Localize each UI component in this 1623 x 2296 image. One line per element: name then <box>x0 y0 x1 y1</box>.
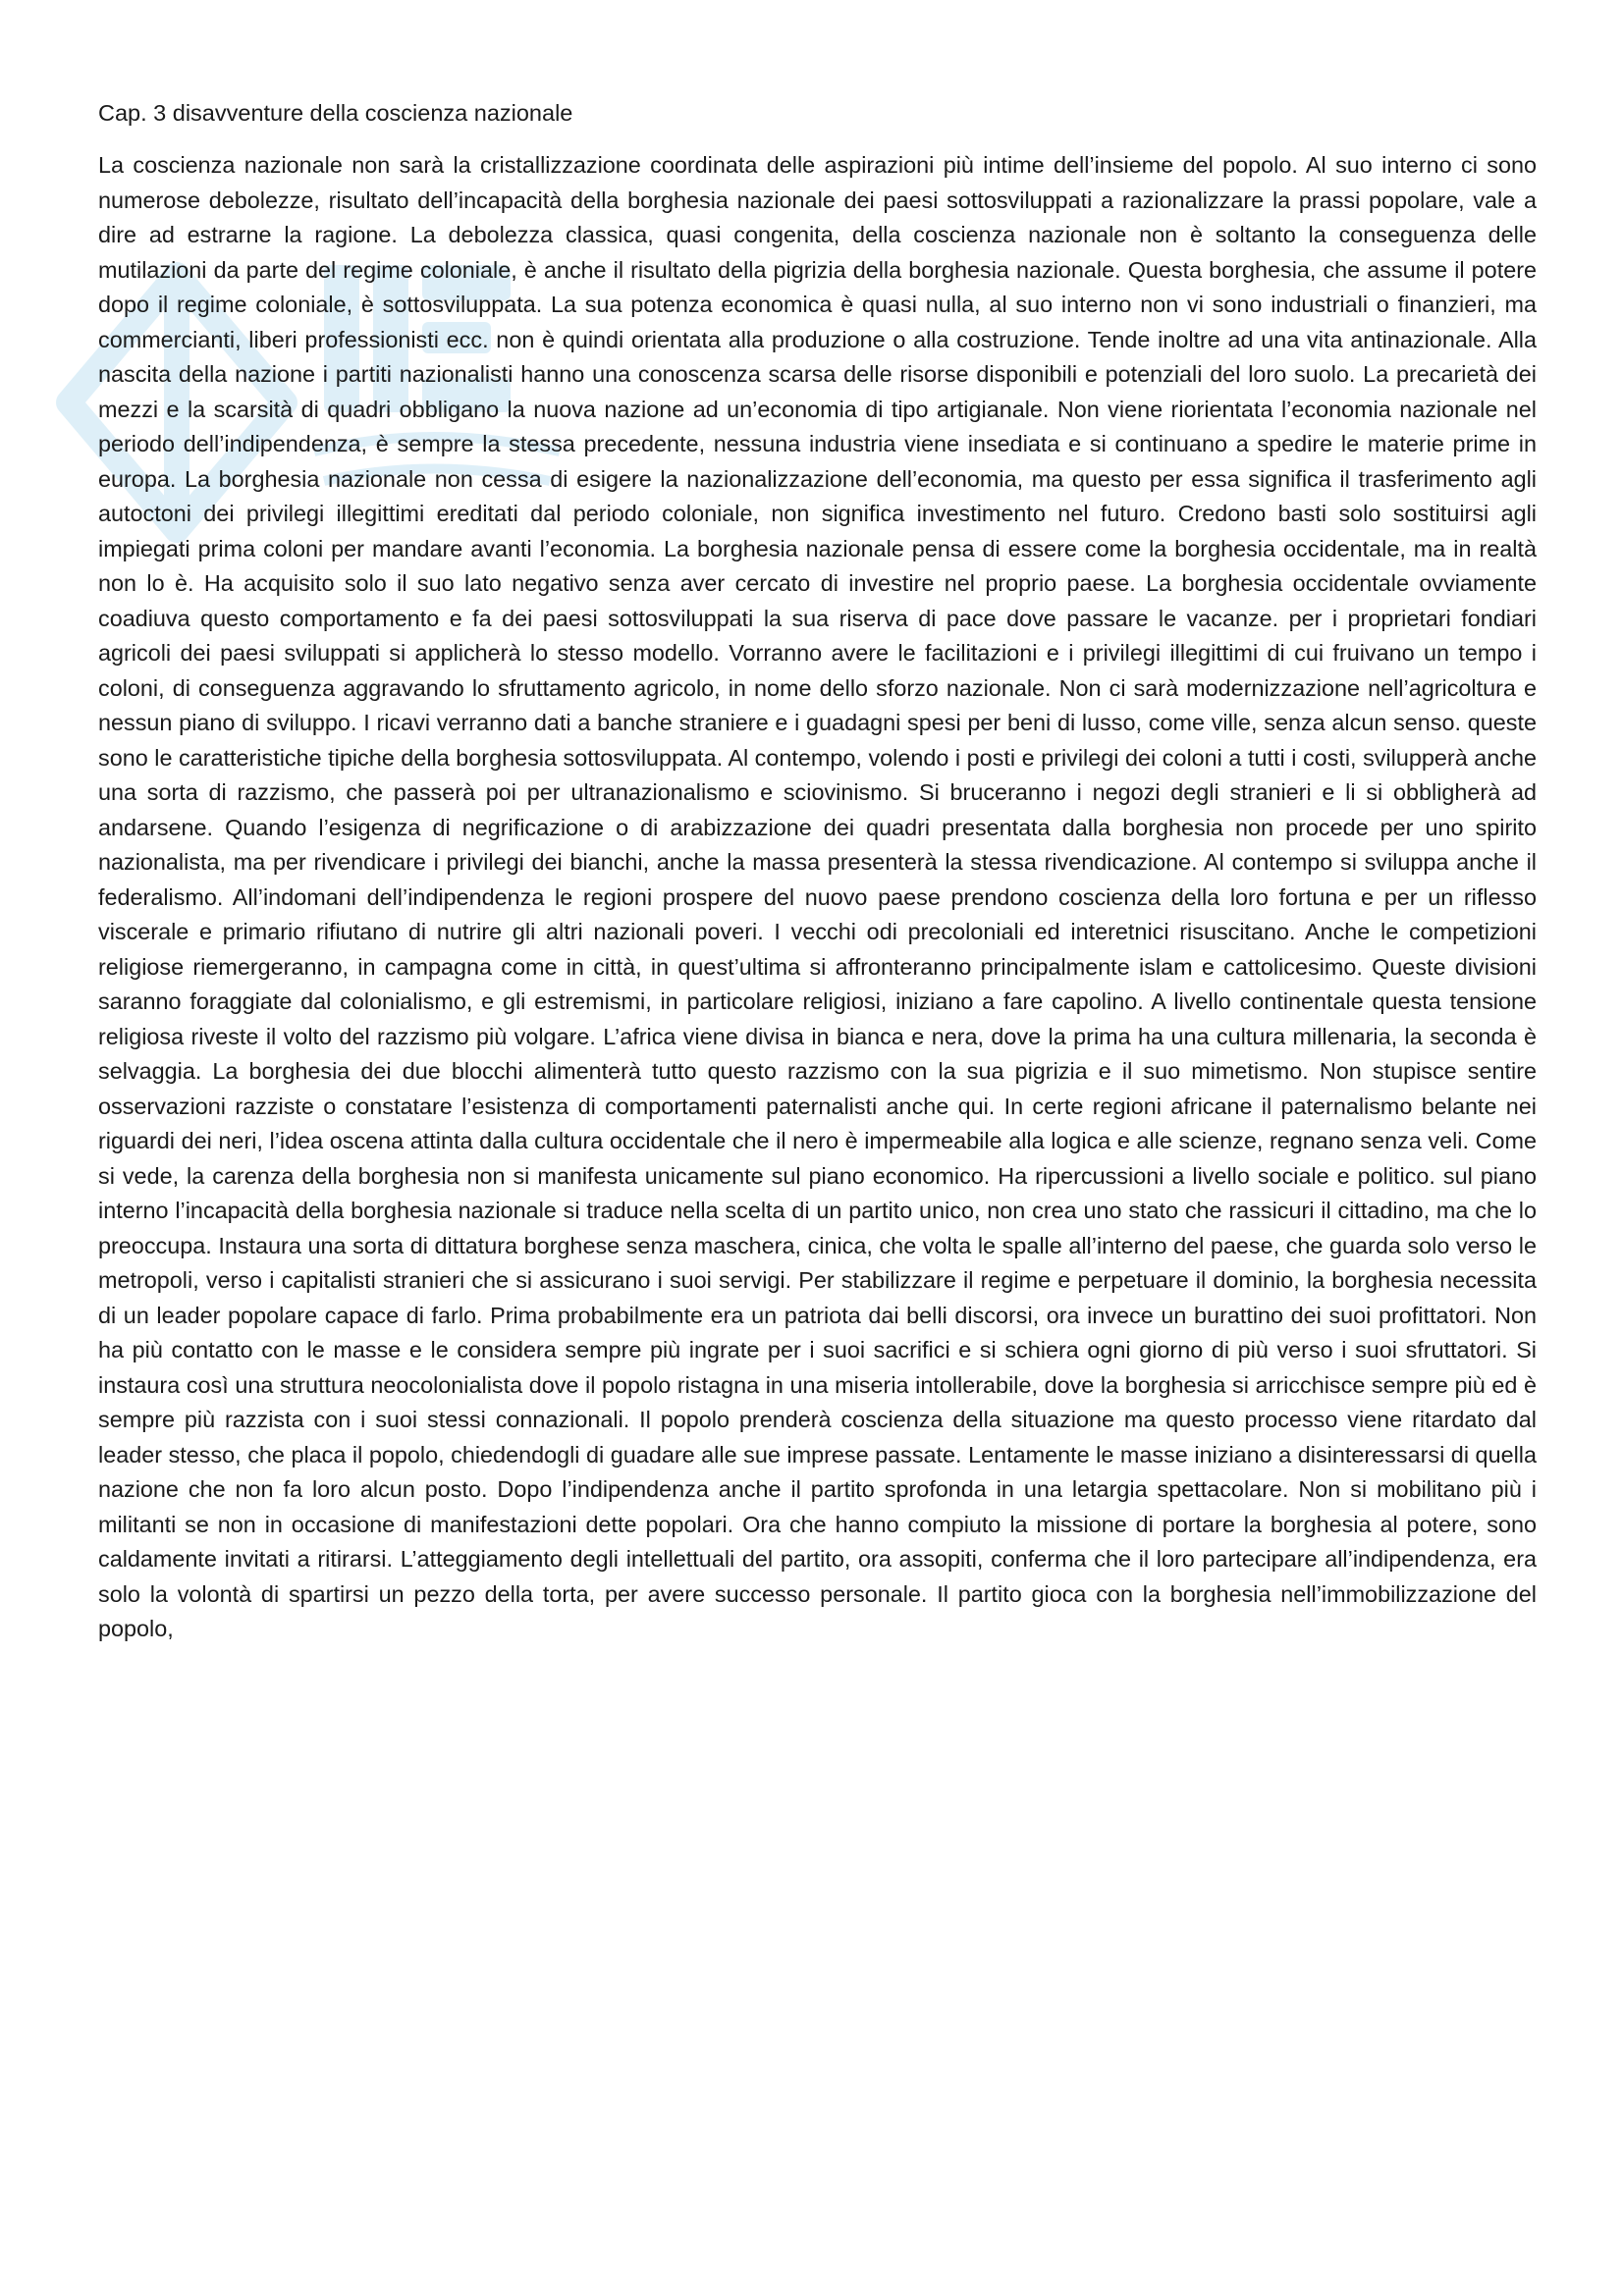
document-body-paragraph: La coscienza nazionale non sarà la cristallizzazione coordinata delle aspirazioni più intime dell’insieme del popolo. Al suo interno ci sono numerose debolezze, risultato dell’incapacità della borghesia nazionale dei paesi sottosviluppati a razionalizzare la prassi popolare, vale a dire ad estrarne la ragione. La debolezza classica, quasi congenita, della coscienza nazionale non è soltanto la conseguenza delle mutilazioni da parte del regime coloniale, è anche il risultato della pigrizia della borghesia nazionale. Questa borghesia, che assume il potere dopo il regime coloniale, è sottosviluppata. La sua potenza economica è quasi nulla, al suo interno non vi sono industriali o finanzieri, ma commercianti, liberi professionisti ecc. non è quindi orientata alla produzione o alla costruzione. Tende inoltre ad una vita antinazionale. Alla nascita della nazione i partiti nazionalisti hanno una conoscenza scarsa delle risorse disponibili e potenziali del loro suolo. La precarietà dei mezzi e la scarsità di quadri obbligano la nuova nazione ad un’economia di tipo artigianale. Non viene riorientata l’economia nazionale nel periodo dell’indipendenza, è sempre la stessa precedente, nessuna industria viene insediata e si continuano a spedire le materie prime in europa. La borghesia nazionale non cessa di esigere la nazionalizzazione dell’economia, ma questo per essa significa il trasferimento agli autoctoni dei privilegi illegittimi ereditati dal periodo coloniale, non significa investimento nel futuro. Credono basti solo sostituirsi agli impiegati prima coloni per mandare avanti l’economia. La borghesia nazionale pensa di essere come la borghesia occidentale, ma in realtà non lo è. Ha acquisito solo il suo lato negativo senza aver cercato di investire nel proprio paese. La borghesia occidentale ovviamente coadiuva questo comportamento e fa dei paesi sottosviluppati la sua riserva di pace dove passare le vacanze. per i proprietari fondiari agricoli dei paesi sviluppati si applicherà lo stesso modello. Vorranno avere le facilitazioni e i privilegi illegittimi di cui fruivano un tempo i coloni, di conseguenza aggravando lo sfruttamento agricolo, in nome dello sforzo nazionale. Non ci sarà modernizzazione nell’agricoltura e nessun piano di sviluppo. I ricavi verranno dati a banche straniere e i guadagni spesi per beni di lusso, come ville, senza alcun senso. queste sono le caratteristiche tipiche della borghesia sottosviluppata. Al contempo, volendo i posti e privilegi dei coloni a tutti i costi, svilupperà anche una sorta di razzismo, che passerà poi per ultranazionalismo e sciovinismo. Si bruceranno i negozi degli stranieri e li si obbligherà ad andarsene. Quando l’esigenza di negrificazione o di arabizzazione dei quadri presentata dalla borghesia non procede per uno spirito nazionalista, ma per rivendicare i privilegi dei bianchi, anche la massa presenterà la stessa rivendicazione. Al contempo si sviluppa anche il federalismo. All’indomani dell’indipendenza le regioni prospere del nuovo paese prendono coscienza della loro fortuna e per un riflesso viscerale e primario rifiutano di nutrire gli altri nazionali poveri. I vecchi odi precoloniali ed interetnici risuscitano. Anche le competizioni religiose riemergeranno, in campagna come in città, in quest’ultima si affronteranno principalmente islam e cattolicesimo. Queste divisioni saranno foraggiate dal colonialismo, e gli estremismi, in particolare religiosi, iniziano a fare capolino. A livello continentale questa tensione religiosa riveste il volto del razzismo più volgare. L’africa viene divisa in bianca e nera, dove la prima ha una cultura millenaria, la seconda è selvaggia. La borghesia dei due blocchi alimenterà tutto questo razzismo con la sua pigrizia e il suo mimetismo. Non stupisce sentire osservazioni razziste o constatare l’esistenza di comportamenti paternalisti anche qui. In certe regioni africane il paternalismo belante nei riguardi dei neri, l’idea oscena attinta dalla cultura occidentale che il nero è impermeabile alla logica e alle scienze, regnano senza veli. Come si vede, la carenza della borghesia non si manifesta unicamente sul piano economico. Ha ripercussioni a livello sociale e politico. sul piano interno l’incapacità della borghesia nazionale si traduce nella scelta di un partito unico, non crea uno stato che rassicuri il cittadino, ma che lo preoccupa. Instaura una sorta di dittatura borghese senza maschera, cinica, che volta le spalle all’interno del paese, che guarda solo verso le metropoli, verso i capitalisti stranieri che si assicurano i suoi servigi. Per stabilizzare il regime e perpetuare il dominio, la borghesia necessita di un leader popolare capace di farlo. Prima probabilmente era un patriota dai belli discorsi, ora invece un burattino dei suoi profittatori. Non ha più contatto con le masse e le considera sempre più ingrate per i suoi sacrifici e si schiera ogni giorno di più verso i suoi sfruttatori. Si instaura così una struttura neocolonialista dove il popolo ristagna in una miseria intollerabile, dove la borghesia si arricchisce sempre più ed è sempre più razzista con i suoi stessi connazionali. Il popolo prenderà coscienza della situazione ma questo processo viene ritardato dal leader stesso, che placa il popolo, chiedendogli di guadare alle sue imprese passate. Lentamente le masse iniziano a disinteressarsi di quella nazione che non fa loro alcun posto. Dopo l’indipendenza anche il partito sprofonda in una letargia spettacolare. Non si mobilitano più i militanti se non in occasione di manifestazioni dette popolari. Ora che hanno compiuto la missione di portare la borghesia al potere, sono caldamente invitati a ritirarsi. L’atteggiamento degli intellettuali del partito, ora assopiti, conferma che il loro partecipare all’indipendenza, era solo la volontà di spartirsi un pezzo della torta, per avere successo personale. Il partito gioca con la borghesia nell’immobilizzazione del popolo, <box>98 152 1537 1641</box>
document-title: Cap. 3 disavventure della coscienza nazionale <box>98 100 573 126</box>
document-content <box>98 96 1537 1647</box>
